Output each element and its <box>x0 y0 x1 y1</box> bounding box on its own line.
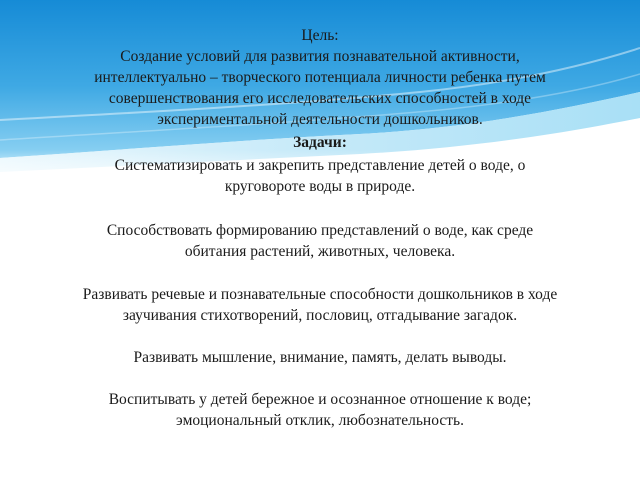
task-line: Развивать мышление, внимание, память, делать выводы. <box>133 349 507 366</box>
task-line: обитания растений, животных, человека. <box>184 243 456 260</box>
task-item <box>0 155 640 197</box>
task-line: круговороте воды в природе. <box>224 178 416 195</box>
goal-label: Цель: <box>301 27 339 44</box>
task-line: Способствовать формированию представлений о воде, как среде <box>106 222 534 239</box>
goal-section <box>0 25 640 130</box>
task-item <box>0 284 640 326</box>
task-item <box>0 389 640 431</box>
task-line: Развивать речевые и познавательные способности дошкольников в ходе <box>82 286 558 303</box>
goal-text-line: совершенствования его исследовательских способностей в ходе <box>108 90 532 107</box>
task-item <box>0 347 640 368</box>
task-line: эмоциональный отклик, любознательность. <box>176 412 464 429</box>
tasks-label: Задачи: <box>293 134 347 151</box>
goal-text-line: экспериментальной деятельности дошкольников. <box>157 111 483 128</box>
goal-text-line: интеллектуально – творческого потенциала личности ребенка путем <box>94 69 546 86</box>
goal-text-line: Создание условий для развития познавательной активности, <box>120 48 520 65</box>
tasks-label-block <box>0 132 640 153</box>
task-line: Систематизировать и закрепить представление детей о воде, о <box>114 157 526 174</box>
task-item <box>0 220 640 262</box>
task-line: заучивания стихотворений, пословиц, отгадывание загадок. <box>122 307 518 324</box>
task-line: Воспитывать у детей бережное и осознанное отношение к воде; <box>108 391 532 408</box>
